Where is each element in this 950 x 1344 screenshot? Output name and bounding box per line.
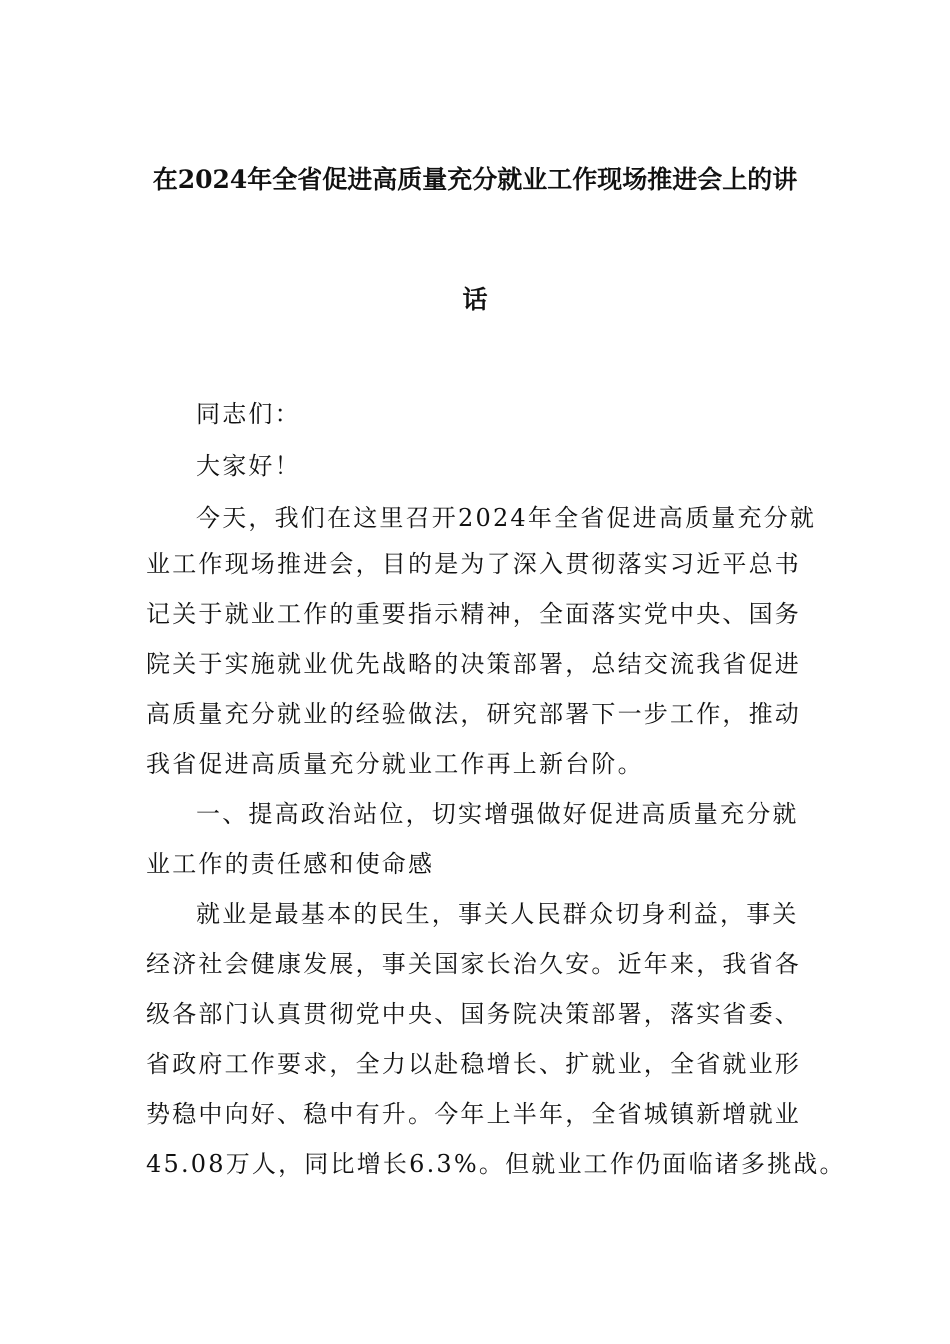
paragraph-1-line-5: 高质量充分就业的经验做法，研究部署下一步工作，推动 bbox=[146, 700, 801, 728]
paragraph-2-line-6: 45.08万人，同比增长6.3%。但就业工作仍面临诸多挑战。 bbox=[146, 1150, 846, 1178]
paragraph-1-line-4: 院关于实施就业优先战略的决策部署，总结交流我省促进 bbox=[146, 650, 801, 678]
paragraph-2-line-2: 经济社会健康发展，事关国家长治久安。近年来，我省各 bbox=[146, 950, 801, 978]
paragraph-2-line-4: 省政府工作要求，全力以赴稳增长、扩就业，全省就业形 bbox=[146, 1050, 801, 1078]
greeting: 大家好！ bbox=[196, 452, 301, 480]
paragraph-1-line-1: 今天，我们在这里召开2024年全省促进高质量充分就 bbox=[196, 504, 817, 532]
paragraph-2-line-1: 就业是最基本的民生，事关人民群众切身利益，事关 bbox=[196, 900, 799, 928]
paragraph-1-line-2: 业工作现场推进会，目的是为了深入贯彻落实习近平总书 bbox=[146, 550, 801, 578]
document-title-line-2: 话 bbox=[462, 285, 488, 314]
paragraph-1-line-6: 我省促进高质量充分就业工作再上新台阶。 bbox=[146, 750, 644, 778]
salutation: 同志们： bbox=[196, 400, 301, 428]
paragraph-2-line-5: 势稳中向好、稳中有升。今年上半年，全省城镇新增就业 bbox=[146, 1100, 801, 1128]
paragraph-1-line-3: 记关于就业工作的重要指示精神，全面落实党中央、国务 bbox=[146, 600, 801, 628]
section-heading-line-1: 一、提高政治站位，切实增强做好促进高质量充分就 bbox=[196, 800, 799, 828]
paragraph-2-line-3: 级各部门认真贯彻党中央、国务院决策部署，落实省委、 bbox=[146, 1000, 801, 1028]
section-heading-line-2: 业工作的责任感和使命感 bbox=[146, 850, 435, 878]
document-title-line-1: 在2024年全省促进高质量充分就业工作现场推进会上的讲 bbox=[152, 165, 798, 194]
